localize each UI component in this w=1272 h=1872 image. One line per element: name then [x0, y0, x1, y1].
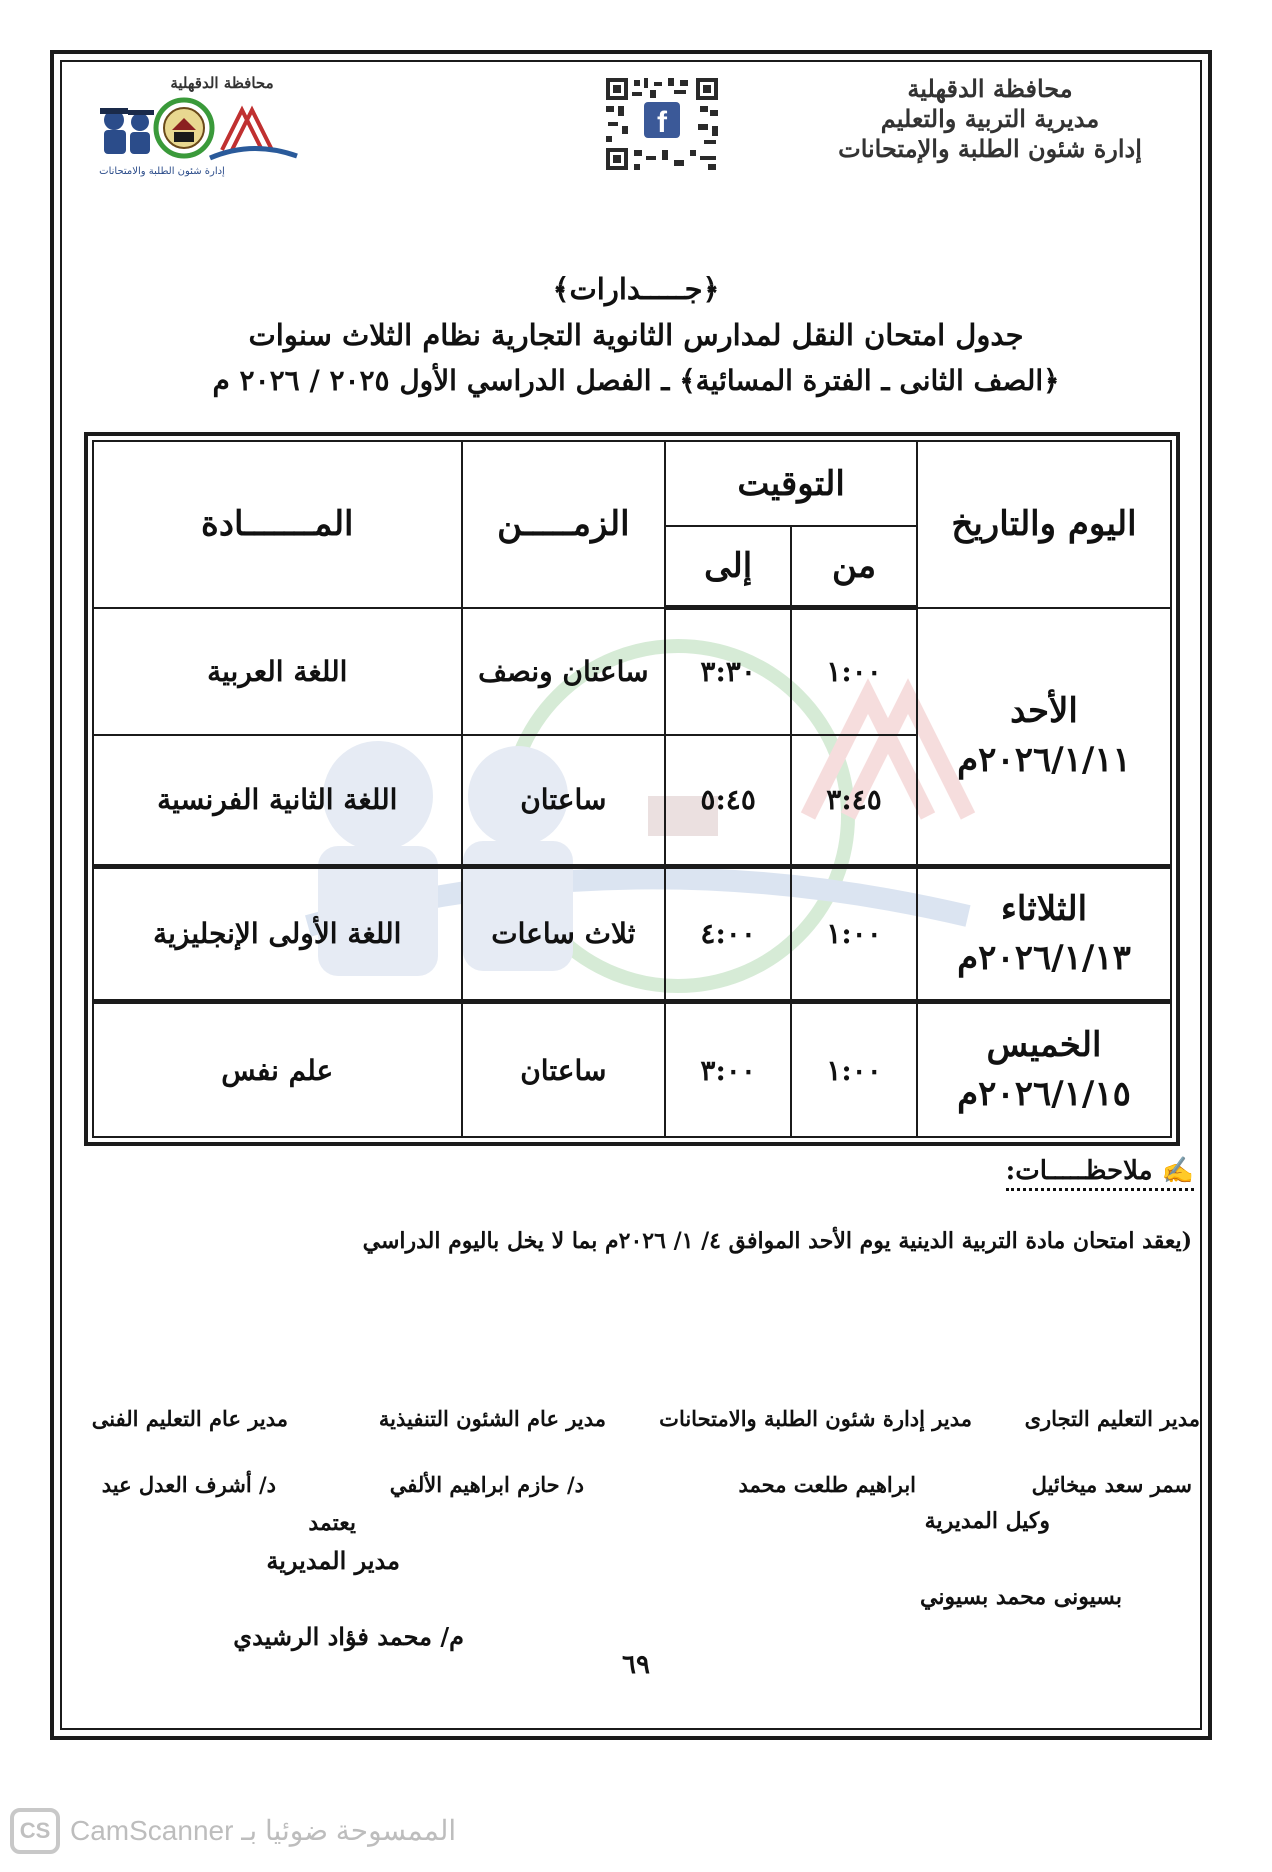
header-to: إلى [665, 526, 791, 607]
table-row [93, 866, 1171, 1001]
duration-cell: ساعتان [462, 735, 666, 866]
header-day-date: اليوم والتاريخ [917, 441, 1171, 608]
commercial-director-name: سمر سعد ميخائيل [1031, 1472, 1192, 1497]
logo-department-text: إدارة شئون الطلبة والامتحانات [99, 166, 225, 177]
directorate-line: مديرية التربية والتعليم [880, 104, 1100, 133]
camscanner-arabic: الممسوحة ضوئيا بـ [241, 1815, 457, 1846]
notes-label-text: ملاحظـــــات: [1005, 1156, 1153, 1186]
students-director-title: مدير إدارة شئون الطلبة والامتحانات [659, 1406, 972, 1431]
title-grade-term: ﴿الصف الثانى ـ الفترة المسائية﴾ ـ الفصل الدراسي الأول ٢٠٢٥ / ٢٠٢٦ م [212, 364, 1060, 397]
directorate-header [790, 74, 1190, 164]
subject-cell: اللغة العربية [93, 608, 462, 735]
day-date-cell [917, 608, 1171, 866]
header-timing: التوقيت [665, 441, 917, 526]
day-date-cell [917, 1002, 1171, 1137]
exam-date: ٢٠٢٦/١/١٥م [957, 1074, 1131, 1114]
header-subject: المـــــــادة [93, 441, 462, 608]
governorate-line: محافظة الدقهلية [907, 74, 1073, 103]
from-time: ١:٠٠ [791, 608, 917, 735]
schedule-grid [92, 440, 1172, 1138]
deputy-name: بسيونى محمد بسيوني [920, 1584, 1122, 1610]
subject-cell: علم نفس [93, 1002, 462, 1137]
commercial-director-title: مدير التعليم التجارى [1024, 1406, 1200, 1431]
logo-governorate-text: محافظة الدقهلية [170, 74, 274, 92]
day-name: الثلاثاء [1000, 888, 1088, 929]
technical-director-name: د/ أشرف العدل عيد [101, 1472, 276, 1497]
duration-cell: ساعتان [462, 1002, 666, 1137]
from-time: ١:٠٠ [791, 866, 917, 1001]
department-line: إدارة شئون الطلبة والإمتحانات [838, 134, 1142, 163]
exam-date: ٢٠٢٦/١/١٣م [957, 937, 1131, 978]
header-from: من [791, 526, 917, 607]
from-time: ٣:٤٥ [791, 735, 917, 866]
deputy-title: وكيل المديرية [924, 1508, 1050, 1534]
executive-director-title: مدير عام الشئون التنفيذية [378, 1406, 606, 1431]
to-time: ٤:٠٠ [665, 866, 791, 1001]
title-jadarat: ﴿جـــــدارات﴾ [552, 272, 720, 306]
to-time: ٣:٠٠ [665, 1002, 791, 1137]
exam-schedule-table [84, 432, 1180, 1146]
title-exam-schedule: جدول امتحان النقل لمدارس الثانوية التجارية نظام الثلاث سنوات [248, 318, 1024, 352]
department-logo [92, 70, 306, 180]
day-date-cell [917, 866, 1171, 1001]
to-time: ٥:٤٥ [665, 735, 791, 866]
executive-director-name: د/ حازم ابراهيم الألفي [389, 1472, 584, 1497]
note-religion-exam: (يعقد امتحان مادة التربية الدينية يوم الأحد الموافق ٤/ ١/ ٢٠٢٦م بما لا يخل باليوم الدراسي [362, 1228, 1192, 1254]
to-time: ٣:٣٠ [665, 608, 791, 735]
director-title: مدير المديرية [266, 1546, 400, 1575]
qr-code-icon[interactable] [604, 76, 720, 172]
camscanner-watermark [70, 1814, 456, 1847]
svg-text:f: f [657, 106, 667, 139]
day-name: الخميس [986, 1024, 1102, 1065]
subject-cell: اللغة الأولى الإنجليزية [93, 866, 462, 1001]
duration-cell: ثلاث ساعات [462, 866, 666, 1001]
approve-label: يعتمد [308, 1510, 356, 1536]
page-number: ٦٩ [622, 1650, 650, 1680]
technical-director-title: مدير عام التعليم الفنى [91, 1406, 288, 1431]
students-director-name: ابراهيم طلعت محمد [738, 1472, 916, 1497]
day-name: الأحد [1010, 690, 1078, 731]
exam-date: ٢٠٢٦/١/١١م [957, 740, 1131, 781]
camscanner-logo: CS [10, 1808, 60, 1854]
from-time: ١:٠٠ [791, 1002, 917, 1137]
subject-cell: اللغة الثانية الفرنسية [93, 735, 462, 866]
notes-label [1006, 1156, 1194, 1191]
table-row [93, 608, 1171, 735]
director-name: م/ محمد فؤاد الرشيدي [233, 1622, 464, 1651]
table-row [93, 1002, 1171, 1137]
pencil-icon: ✍ [1152, 1156, 1194, 1186]
header-duration: الزمـــــن [462, 441, 666, 608]
camscanner-brand: CamScanner [70, 1815, 234, 1846]
duration-cell: ساعتان ونصف [462, 608, 666, 735]
